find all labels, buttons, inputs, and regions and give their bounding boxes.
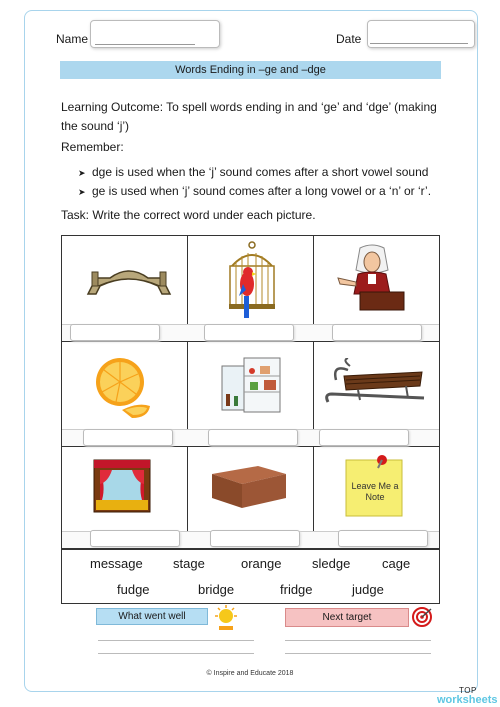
name-writing-line bbox=[95, 44, 195, 45]
bridge-icon bbox=[84, 252, 174, 307]
worksheet-title: Words Ending in –ge and –dge bbox=[60, 61, 441, 79]
target-icon bbox=[411, 606, 433, 628]
word-bank bbox=[61, 548, 440, 604]
word-bank-item: cage bbox=[382, 556, 411, 571]
answer-box-sledge[interactable] bbox=[319, 429, 409, 446]
arrow-bullet-icon: ➤ bbox=[78, 168, 86, 178]
what-went-well-box: What went well bbox=[96, 608, 208, 625]
rule-item bbox=[78, 165, 428, 179]
fudge-icon bbox=[208, 460, 290, 512]
word-bank-item: judge bbox=[352, 582, 384, 597]
task-instruction: Task: Write the correct word under each picture. bbox=[61, 208, 316, 222]
answer-box-stage[interactable] bbox=[90, 530, 180, 547]
rule-item bbox=[78, 184, 431, 198]
reflection-writing-line bbox=[98, 640, 254, 641]
judge-icon bbox=[332, 244, 412, 314]
word-bank-item: fridge bbox=[280, 582, 313, 597]
answer-box-bridge[interactable] bbox=[70, 324, 160, 341]
watermark-logo: worksheets bbox=[437, 694, 498, 706]
answer-box-cage[interactable] bbox=[204, 324, 294, 341]
remember-heading: Remember: bbox=[61, 140, 124, 154]
word-bank-item: message bbox=[90, 556, 143, 571]
reflection-writing-line bbox=[285, 653, 431, 654]
picture-grid bbox=[61, 235, 440, 550]
answer-box-fudge[interactable] bbox=[210, 530, 300, 547]
next-target-box: Next target bbox=[285, 608, 409, 627]
date-label: Date bbox=[336, 32, 362, 46]
watermark-top: TOP bbox=[459, 686, 477, 695]
date-writing-line bbox=[370, 43, 468, 44]
note-text: Leave Me a Note bbox=[351, 481, 399, 502]
name-label: Name bbox=[56, 32, 89, 46]
rule-text: dge is used when the ‘j’ sound comes after a short vowel sound bbox=[92, 165, 429, 179]
arrow-bullet-icon: ➤ bbox=[78, 187, 86, 197]
stage-icon bbox=[92, 458, 152, 516]
rule-text: ge is used when ‘j’ sound comes after a long vowel or a ‘n’ or ‘r’. bbox=[92, 184, 432, 198]
cage-icon bbox=[226, 240, 278, 326]
answer-box-orange[interactable] bbox=[83, 429, 173, 446]
answer-box-message[interactable] bbox=[338, 530, 428, 547]
answer-box-judge[interactable] bbox=[332, 324, 422, 341]
word-bank-item: orange bbox=[241, 556, 282, 571]
word-bank-item: fudge bbox=[117, 582, 150, 597]
sledge-icon bbox=[324, 358, 428, 408]
orange-icon bbox=[92, 352, 156, 422]
thumbs-up-sun-icon bbox=[212, 604, 240, 632]
word-bank-item: bridge bbox=[198, 582, 235, 597]
fridge-icon bbox=[220, 356, 286, 414]
word-bank-item: stage bbox=[173, 556, 205, 571]
word-bank-item: sledge bbox=[312, 556, 351, 571]
reflection-writing-line bbox=[285, 640, 431, 641]
answer-box-fridge[interactable] bbox=[208, 429, 298, 446]
reflection-writing-line bbox=[98, 653, 254, 654]
copyright-footer: © Inspire and Educate 2018 bbox=[206, 670, 294, 677]
learning-outcome: Learning Outcome: To spell words ending in and ‘ge’ and ‘dge’ (making the sound ‘j’) bbox=[61, 100, 437, 133]
